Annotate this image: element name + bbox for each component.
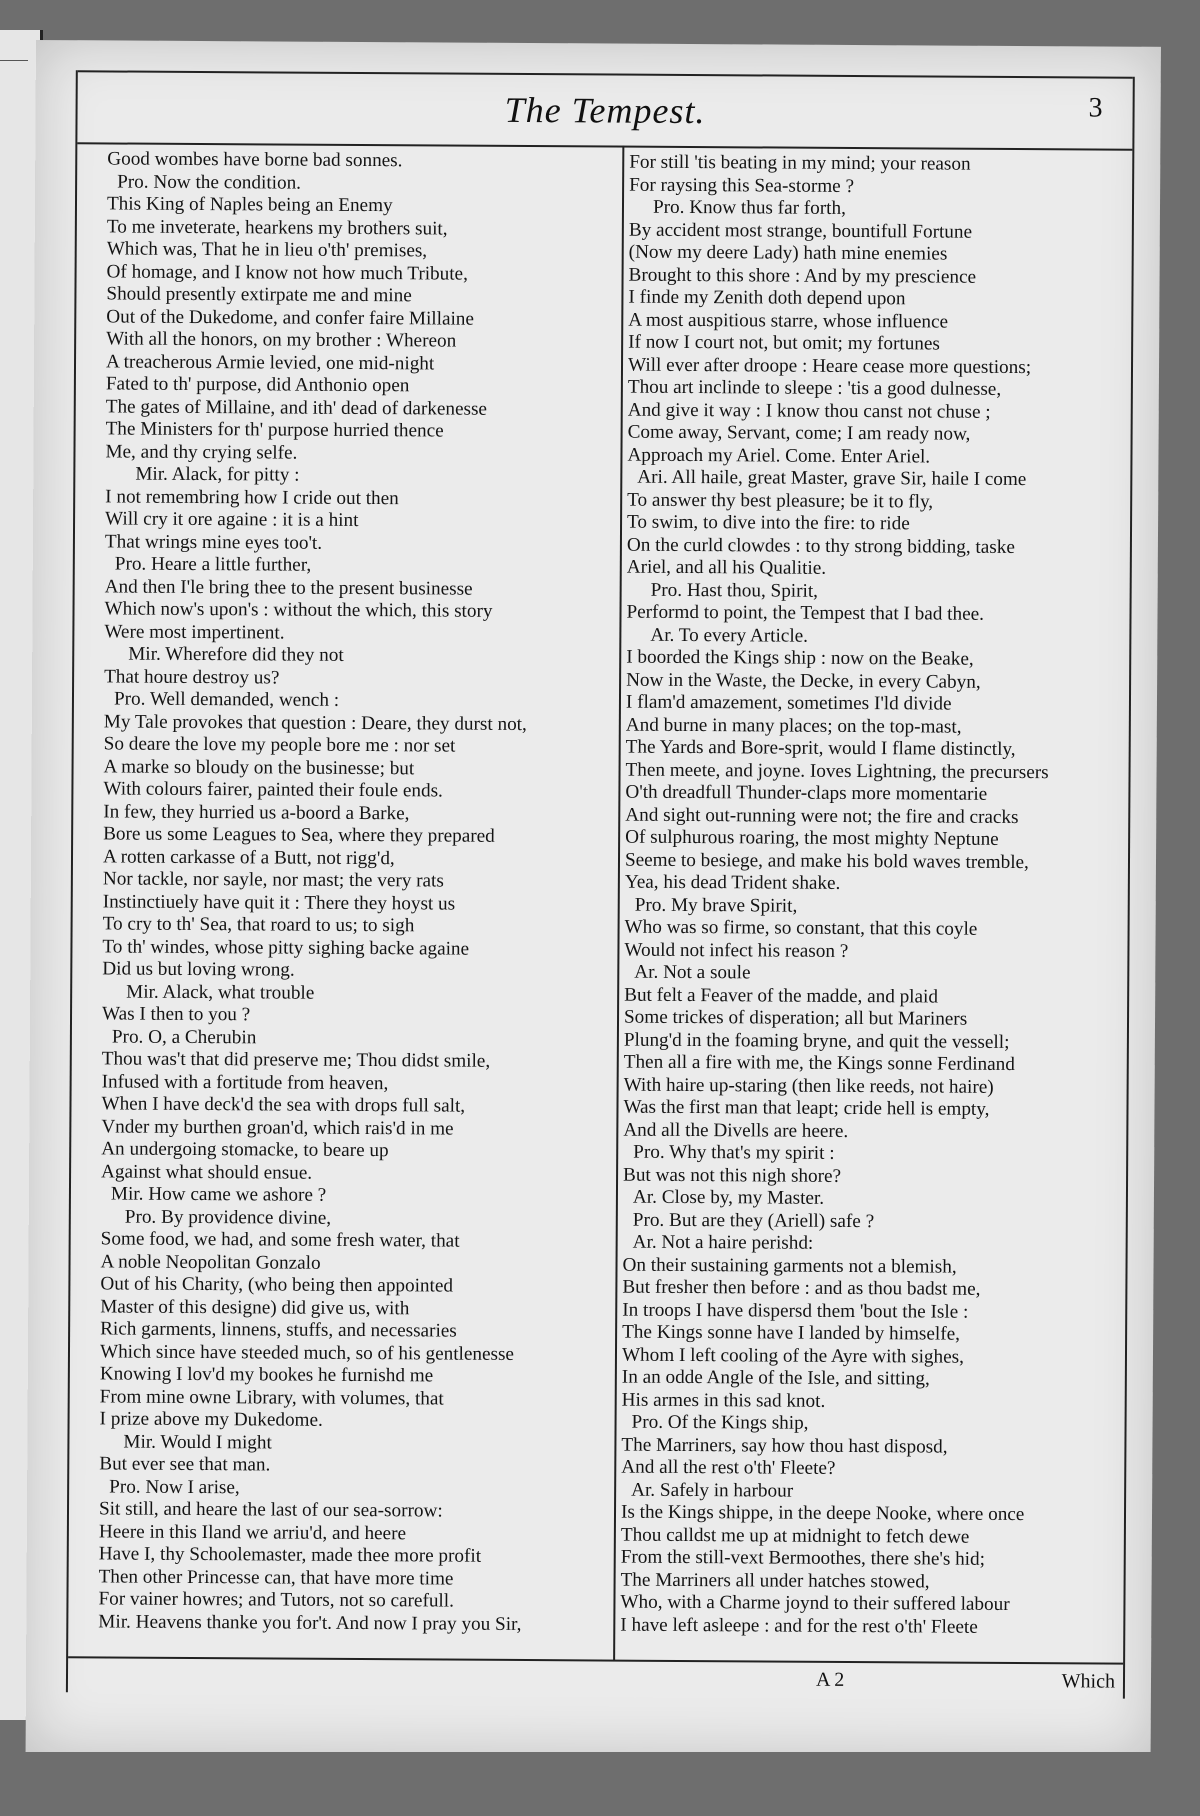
catchword: Which <box>1061 1670 1116 1693</box>
text-line: Which since have steeded much, so of his gentlenesse <box>99 1340 515 1365</box>
text-line: O'th dreadfull Thunder-claps more momentarie <box>625 781 988 805</box>
text-line: The Marriners all under hatches stowed, <box>620 1569 930 1592</box>
text-line: Whom I left cooling of the Ayre with sighes, <box>621 1344 964 1368</box>
text-line: Ar. Not a soule <box>634 961 751 984</box>
text-line: Will ever after droope : Heare cease more questions; <box>627 354 1032 378</box>
text-line: Which now's upon's : without the which, this story <box>104 598 493 622</box>
text-line: In few, they hurried us a-boord a Barke, <box>103 800 410 824</box>
text-line: When I have deck'd the sea with drops full salt, <box>101 1093 466 1117</box>
text-line: In troops I have dispersd them 'bout the Isle : <box>622 1299 969 1323</box>
scan-background <box>0 1752 1200 1816</box>
text-line: And all the Divells are heere. <box>623 1119 849 1142</box>
left-column <box>98 148 617 1636</box>
text-line: Mir. Alack, what trouble <box>126 981 315 1004</box>
page-header <box>77 70 1132 150</box>
text-line: Ariel, and all his Qualitie. <box>626 556 827 579</box>
text-line: Have I, thy Schoolemaster, made thee more profit <box>98 1543 482 1567</box>
text-line: Ar. Close by, my Master. <box>632 1186 825 1209</box>
text-line: If now I court not, but omit; my fortunes <box>628 331 940 355</box>
text-line: Mir. Heavens thanke you for't. And now I pray you Sir, <box>98 1610 522 1635</box>
text-line: To me inveterate, hearkens my brothers suit, <box>106 215 448 240</box>
text-line: Pro. Know thus far forth, <box>652 196 846 219</box>
right-column <box>620 152 1139 1640</box>
text-line: Pro. Of the Kings ship, <box>631 1411 809 1434</box>
text-line: Seeme to besiege, and make his bold waves tremble, <box>624 849 1029 873</box>
text-line: But was not this nigh shore? <box>623 1164 842 1187</box>
text-line: Some trickes of disperation; all but Mariners <box>623 1006 968 1030</box>
text-line: Nor tackle, nor sayle, nor mast; the very rats <box>102 868 444 892</box>
footer-rule <box>68 1656 1123 1664</box>
text-line: Come away, Servant, come; I am ready now, <box>627 421 971 445</box>
text-line: From the still-vext Bermoothes, there she's hid; <box>620 1546 986 1570</box>
text-line: Master of this designe) did give us, with <box>100 1295 410 1319</box>
text-line: And sight out-running were not; the fire and cracks <box>625 804 1019 828</box>
text-line: With all the honors, on my brother : Whereon <box>106 328 457 352</box>
text-line: Which was, That he in lieu o'th' premises, <box>106 238 428 262</box>
text-line: Should presently extirpate me and mine <box>106 283 412 307</box>
text-line: Who was so firme, so constant, that this coyle <box>624 916 978 940</box>
text-line: For raysing this Sea-storme ? <box>629 174 855 197</box>
text-line: To th' windes, whose pitty sighing backe againe <box>102 935 470 960</box>
text-line: Out of his Charity, (who being then appointed <box>100 1273 454 1297</box>
text-line: For still 'tis beating in my mind; your reason <box>629 151 971 175</box>
text-line: Rich garments, linnens, stuffs, and necessaries <box>100 1318 457 1342</box>
text-line: Then other Princesse can, that have more time <box>98 1565 454 1590</box>
text-line: Ar. Safely in harbour <box>631 1479 794 1502</box>
text-line: The Kings sonne have I landed by himselfe, <box>622 1321 961 1345</box>
text-line: A most auspitious starre, whose influence <box>628 309 949 333</box>
text-line: Pro. Hast thou, Spirit, <box>650 579 819 602</box>
text-line: I finde my Zenith doth depend upon <box>628 286 906 310</box>
text-line: So deare the love my people bore me : nor set <box>103 733 456 757</box>
text-line: Fated to th' purpose, did Anthonio open <box>105 373 410 397</box>
text-line: Sit still, and heare the last of our sea-sorrow: <box>98 1498 443 1522</box>
running-title: The Tempest. <box>504 89 706 132</box>
text-line: The Yards and Bore-sprit, would I flame distinctly, <box>625 736 1016 760</box>
page-frame <box>66 70 1135 1698</box>
text-line: Who, with a Charme joynd to their suffered labour <box>620 1591 1010 1615</box>
text-line: That houre destroy us? <box>104 665 280 688</box>
text-line: The Ministers for th' purpose hurried thence <box>105 418 444 442</box>
text-line: Thou art inclinde to sleepe : 'tis a good dulnesse, <box>627 376 1002 400</box>
text-line: Infused with a fortitude from heaven, <box>101 1070 389 1094</box>
text-line: Pro. Heare a little further, <box>114 553 312 576</box>
text-line: Performd to point, the Tempest that I bad thee. <box>626 601 985 625</box>
book-page <box>26 40 1161 1759</box>
text-line: Ari. All haile, great Master, grave Sir, haile I come <box>637 466 1027 491</box>
text-line: Plung'd in the foaming bryne, and quit the vessell; <box>623 1029 1010 1053</box>
text-line: Brought to this shore : And by my prescience <box>628 264 977 288</box>
text-line: (Now my deere Lady) hath mine enemies <box>628 241 948 265</box>
text-line: Heere in this Iland we arriu'd, and heere <box>98 1520 407 1544</box>
text-line: An undergoing stomacke, to beare up <box>101 1138 389 1162</box>
page-number: 3 <box>1088 92 1103 124</box>
text-line: A marke so bloudy on the businesse; but <box>103 755 415 779</box>
signature-mark: A 2 <box>815 1668 845 1691</box>
text-line: Is the Kings shippe, in the deepe Nooke, where once <box>620 1501 1025 1526</box>
text-line: Ar. To every Article. <box>650 624 809 647</box>
text-line: To swim, to dive into the fire: to ride <box>627 511 910 535</box>
text-line: His armes in this sad knot. <box>621 1389 826 1412</box>
text-line: Mir. Would I might <box>123 1431 272 1453</box>
text-line: That wrings mine eyes too't. <box>104 530 323 554</box>
text-line: Pro. Now the condition. <box>117 170 302 194</box>
text-line: Would not infect his reason ? <box>624 939 849 962</box>
text-line: Out of the Dukedome, and confer faire Millaine <box>106 305 475 330</box>
text-line: Ar. Not a haire perishd: <box>632 1231 814 1254</box>
text-line: But fresher then before : and as thou badst me, <box>622 1276 981 1300</box>
text-line: Pro. By providence divine, <box>124 1206 332 1229</box>
text-line: And burne in many places; on the top-mast, <box>625 714 962 738</box>
text-line: Then meete, and joyne. Ioves Lightning, the precursers <box>625 759 1049 783</box>
text-line: By accident most strange, bountifull Fortune <box>628 219 973 243</box>
text-line: I boorded the Kings ship : now on the Beake, <box>626 646 974 670</box>
text-line: I not remembring how I cride out then <box>105 485 399 509</box>
text-line: Will cry it ore againe : it is a hint <box>105 508 359 531</box>
text-line: Knowing I lov'd my bookes he furnishd me <box>99 1363 434 1387</box>
text-line: The Marriners, say how thou hast disposd, <box>621 1434 948 1458</box>
text-line: On the curld clowdes : to thy strong bidding, taske <box>626 534 1015 558</box>
text-line: A treacherous Armie levied, one mid-night <box>105 350 435 374</box>
text-line: Were most impertinent. <box>104 620 285 644</box>
text-line: Pro. Well demanded, wench : <box>113 688 340 711</box>
text-line: In an odde Angle of the Isle, and sitting, <box>621 1366 930 1390</box>
text-line: Mir. Alack, for pitty : <box>135 463 300 486</box>
text-line: The gates of Millaine, and ith' dead of darkenesse <box>105 395 488 420</box>
text-line: Pro. My brave Spirit, <box>634 894 798 917</box>
text-line: Vnder my burthen groan'd, which rais'd in me <box>101 1115 454 1140</box>
text-line: And all the rest o'th' Fleete? <box>621 1456 836 1479</box>
text-line: Bore us some Leagues to Sea, where they prepared <box>103 823 495 847</box>
text-line: Mir. Wherefore did they not <box>128 643 344 666</box>
text-line: Approach my Ariel. Come. Enter Ariel. <box>627 444 931 467</box>
text-line: Against what should ensue. <box>101 1160 313 1184</box>
text-line: Me, and thy crying selfe. <box>105 440 298 464</box>
text-line: But ever see that man. <box>99 1453 271 1476</box>
text-line: Did us but loving wrong. <box>102 958 295 981</box>
text-line: Was I then to you ? <box>101 1003 251 1026</box>
text-line: And give it way : I know thou canst not chuse ; <box>627 399 991 423</box>
text-line: Thou was't that did preserve me; Thou didst smile, <box>101 1048 491 1072</box>
text-line: A noble Neopolitan Gonzalo <box>100 1250 321 1274</box>
text-line: Good wombes have borne bad sonnes. <box>107 148 403 172</box>
text-line: I have left asleepe : and for the rest o'th' Fleete <box>620 1614 978 1638</box>
text-line: Then all a fire with me, the Kings sonne Ferdinand <box>623 1051 1015 1075</box>
text-line: My Tale provokes that question : Deare, they durst not, <box>103 710 527 735</box>
text-line: Mir. How came we ashore ? <box>110 1183 327 1206</box>
text-line: Yea, his dead Trident shake. <box>624 871 841 894</box>
text-line: Pro. Now I arise, <box>109 1475 240 1498</box>
text-line: Pro. Why that's my spirit : <box>633 1141 835 1164</box>
text-line: With haire up-staring (then like reeds, not haire) <box>623 1074 994 1098</box>
text-line: Some food, we had, and some fresh water, that <box>100 1228 460 1252</box>
text-line: For vainer howres; and Tutors, not so carefull. <box>98 1588 455 1612</box>
text-line: With colours fairer, painted their foule ends. <box>103 778 443 802</box>
text-line: Now in the Waste, the Decke, in every Cabyn, <box>626 669 981 693</box>
text-line: Of sulphurous roaring, the most mighty Neptune <box>625 826 999 850</box>
text-line: Of homage, and I know not how much Tribute, <box>106 260 468 285</box>
text-line: I prize above my Dukedome. <box>99 1408 323 1431</box>
text-line: On their sustaining garments not a blemish, <box>622 1254 957 1278</box>
text-line: I flam'd amazement, sometimes I'ld divide <box>625 691 952 715</box>
text-line: But felt a Feaver of the madde, and plaid <box>624 984 939 1008</box>
text-line: Thou calldst me up at midnight to fetch dewe <box>620 1524 970 1548</box>
text-line: And then I'le bring thee to the present businesse <box>104 575 473 600</box>
text-line: Was the first man that leapt; cride hell is empty, <box>623 1096 990 1120</box>
text-line: To cry to th' Sea, that roard to us; to sigh <box>102 913 415 937</box>
text-line: To answer thy best pleasure; be it to fly, <box>627 489 934 512</box>
text-line: Instinctiuely have quit it : There they hoyst us <box>102 890 456 915</box>
text-line: This King of Naples being an Enemy <box>106 193 393 217</box>
text-line: A rotten carkasse of a Butt, not rigg'd, <box>102 845 395 869</box>
text-line: From mine owne Library, with volumes, that <box>99 1385 444 1410</box>
text-line: Pro. But are they (Ariell) safe ? <box>632 1209 875 1232</box>
text-line: Pro. O, a Cherubin <box>111 1025 257 1048</box>
